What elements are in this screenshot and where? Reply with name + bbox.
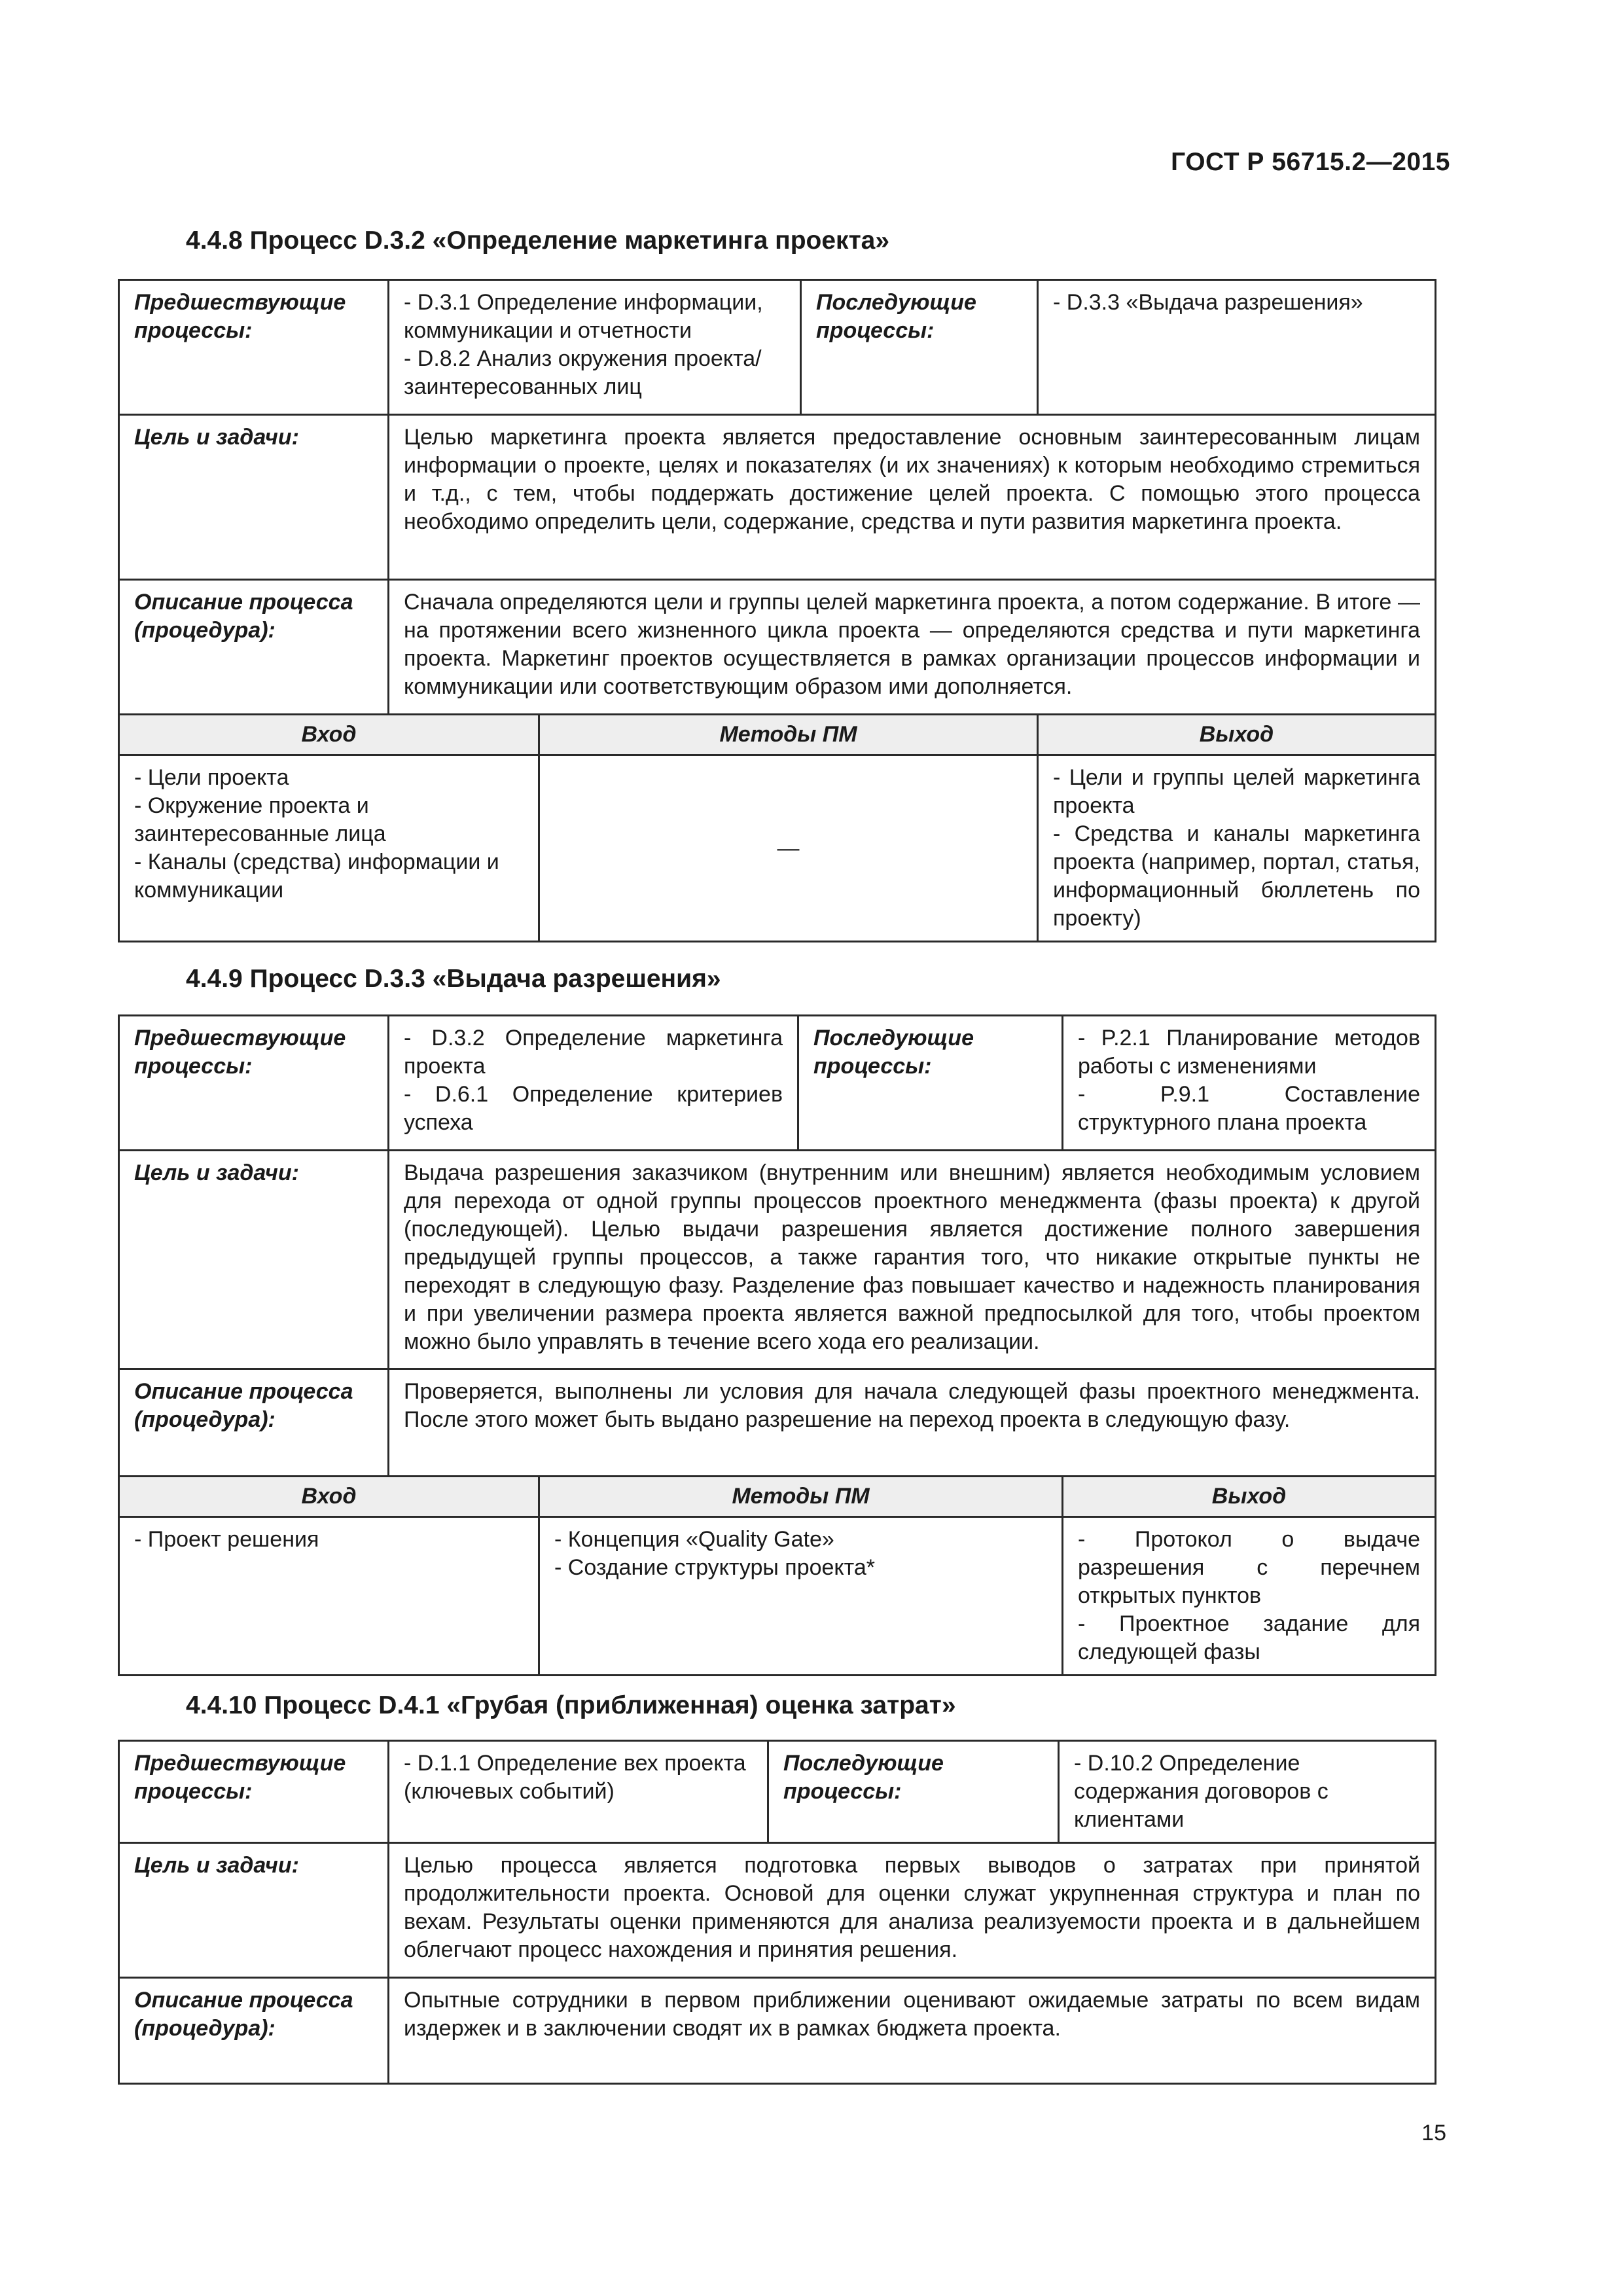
description-text: Проверяется, выполнены ли условия для начала следующей фазы проектного менеджмента. После этого может быть выдано разрешение на переход проекта в следующую фазу.: [389, 1369, 1436, 1477]
successor-item: - P.9.1 Составление структурного плана проекта: [1078, 1082, 1421, 1135]
description-text: Сначала определяются цели и группы целей маркетинга проекта, а потом содержание. В итоге — на протяжении всего жизненного цикла проекта — определяются средства и пути маркетинга проекта. Маркетинг проектов осуществляется в рамках организации процессов информации и коммуникации или соответствующим образом ими дополняется.: [389, 580, 1436, 715]
methods-cell: [539, 755, 1038, 942]
successors-label: Последующие процессы:: [798, 1016, 1063, 1151]
methods-cell: [539, 1517, 1063, 1676]
description-text: Опытные сотрудники в первом приближении оценивают ожидаемые затраты по всем видам издержек и в заключении сводят их в рамках бюджета проекта.: [389, 1978, 1436, 2084]
description-label: Описание процесса (процедура):: [119, 580, 389, 715]
output-header: Выход: [1063, 1477, 1436, 1517]
description-label: Описание процесса (процедура):: [119, 1978, 389, 2084]
successors-label: Последующие процессы:: [768, 1741, 1059, 1843]
input-item: - Окружение проекта и заинтересованные лица: [134, 793, 386, 846]
predecessors-cell: [389, 280, 801, 415]
method-item: - Создание структуры проекта*: [554, 1555, 876, 1580]
process-table: [118, 279, 1436, 942]
successors-cell: [1038, 280, 1436, 415]
output-item: - Проектное задание для следующей фазы: [1078, 1611, 1421, 1664]
section-title: 4.4.8 Процесс D.3.2 «Определение маркетинга проекта»: [186, 226, 890, 255]
description-label: Описание процесса (процедура):: [119, 1369, 389, 1477]
input-header: Вход: [119, 1477, 539, 1517]
input-header: Вход: [119, 715, 539, 755]
successors-cell: [1063, 1016, 1436, 1151]
input-item: - Цели проекта: [134, 765, 289, 790]
predecessor-item: - D.1.1 Определение вех проекта (ключевых событий): [404, 1751, 746, 1804]
goal-label: Цель и задачи:: [119, 415, 389, 580]
predecessor-item: - D.3.2 Определение маркетинга проекта: [404, 1026, 783, 1079]
process-table: [118, 1014, 1436, 1676]
successors-cell: [1059, 1741, 1436, 1843]
goal-label: Цель и задачи:: [119, 1151, 389, 1369]
process-table: [118, 1740, 1436, 2085]
successor-item: - P.2.1 Планирование методов работы с изменениями: [1078, 1026, 1421, 1079]
successor-item: - D.10.2 Определение содержания договоров с клиентами: [1074, 1751, 1329, 1832]
successor-item: - D.3.3 «Выдача разрешения»: [1053, 290, 1363, 315]
method-item: —: [777, 835, 800, 861]
input-item: - Каналы (средства) информации и коммуникации: [134, 850, 499, 903]
section-title: 4.4.10 Процесс D.4.1 «Грубая (приближенная) оценка затрат»: [186, 1691, 956, 1719]
predecessors-label: Предшествующие процессы:: [119, 1016, 389, 1151]
input-item: - Проект решения: [134, 1527, 319, 1552]
section-title: 4.4.9 Процесс D.3.3 «Выдача разрешения»: [186, 965, 721, 993]
document-code: ГОСТ Р 56715.2—2015: [1171, 148, 1450, 176]
inputs-cell: [119, 1517, 539, 1676]
predecessor-item: - D.6.1 Определение критериев успеха: [404, 1082, 783, 1135]
output-header: Выход: [1038, 715, 1436, 755]
goal-text: Целью процесса является подготовка первых выводов о затратах при принятой продолжительности проекта. Основой для оценки служат укрупненная структура и план по вехам. Результаты оценки применяются для анализа реализуемости проекта и в дальнейшем облегчают процесс нахождения и принятия решения.: [389, 1843, 1436, 1978]
methods-header: Методы ПМ: [539, 715, 1038, 755]
goal-text: Выдача разрешения заказчиком (внутренним или внешним) является необходимым условием для перехода от одной группы процессов проектного менеджмента (фазы проекта) к другой (последующей). Целью выдачи разрешения является достижение полного завершения предыдущей группы процессов, а также гарантия того, что никакие открытые пункты не переходят в следующую фазу. Разделение фаз повышает качество и надежность планирования и при увеличении размера проекта является важной предпосылкой для того, чтобы проектом можно было управлять в течение всего хода его реализации.: [389, 1151, 1436, 1369]
predecessors-label: Предшествующие процессы:: [119, 1741, 389, 1843]
inputs-cell: [119, 755, 539, 942]
goal-text: Целью маркетинга проекта является предоставление основным заинтересованным лицам информации о проекте, целях и показателях (и их значениях) к которым необходимо стремиться и т.д., с тем, чтобы поддержать достижение целей проекта. С помощью этого процесса необходимо определить цели, содержание, средства и пути развития маркетинга проекта.: [389, 415, 1436, 580]
predecessor-item: - D.8.2 Анализ окружения проекта/заинтересованных лиц: [404, 346, 762, 399]
outputs-cell: [1063, 1517, 1436, 1676]
output-item: - Средства и каналы маркетинга проекта (например, портал, статья, информационный бюллетень по проекту): [1053, 821, 1420, 931]
methods-header: Методы ПМ: [539, 1477, 1063, 1517]
page-number: 15: [1421, 2121, 1446, 2145]
predecessors-cell: [389, 1016, 798, 1151]
successors-label: Последующие процессы:: [801, 280, 1038, 415]
method-item: - Концепция «Quality Gate»: [554, 1527, 834, 1552]
output-item: - Протокол о выдаче разрешения с перечнем открытых пунктов: [1078, 1527, 1421, 1608]
outputs-cell: [1038, 755, 1436, 942]
output-item: - Цели и группы целей маркетинга проекта: [1053, 765, 1420, 818]
predecessors-label: Предшествующие процессы:: [119, 280, 389, 415]
predecessor-item: - D.3.1 Определение информации, коммуникации и отчетности: [404, 290, 763, 343]
predecessors-cell: [389, 1741, 768, 1843]
goal-label: Цель и задачи:: [119, 1843, 389, 1978]
